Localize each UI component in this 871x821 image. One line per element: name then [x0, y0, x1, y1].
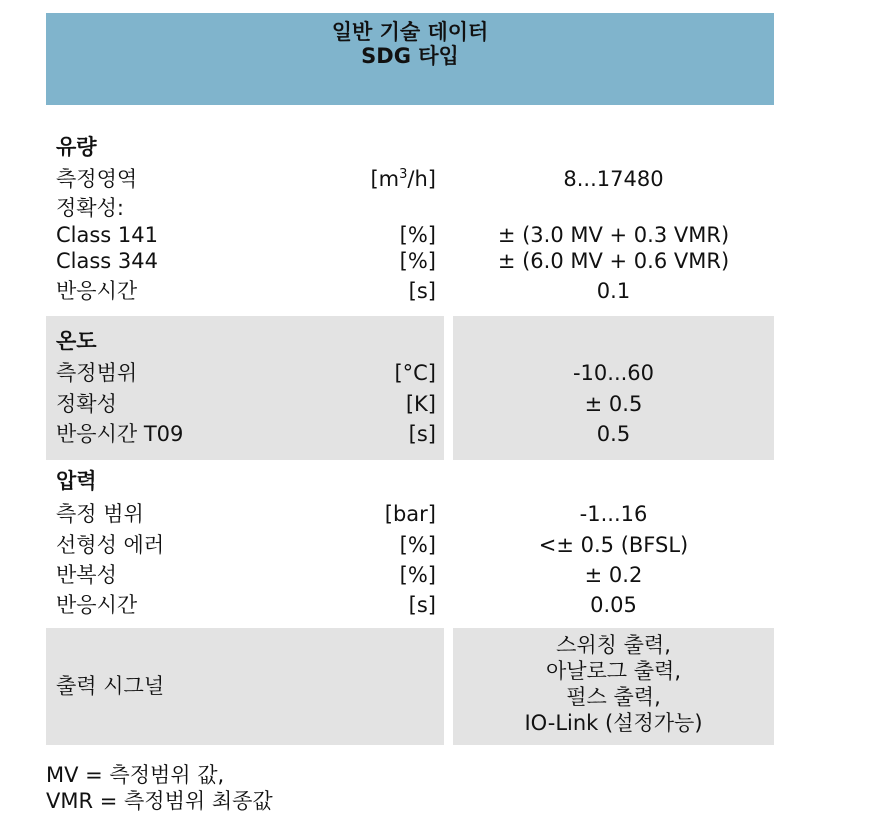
- pressure-repeatability-row: [0, 561, 871, 589]
- output-value-item: 펄스 출력,: [566, 685, 661, 709]
- row-value: 0.05: [590, 593, 637, 617]
- output-signal-values: [453, 632, 774, 736]
- output-signal-label: 출력 시그널: [56, 674, 165, 698]
- row-label: 반복성: [56, 563, 117, 587]
- footnote-vmr: VMR = 측정범위 최종값: [46, 789, 273, 813]
- row-value: -1...16: [579, 502, 648, 526]
- pressure-response-row: [0, 591, 871, 619]
- row-unit: [bar]: [384, 502, 436, 526]
- temperature-section-title: 온도: [56, 329, 97, 353]
- row-unit: [s]: [408, 422, 436, 446]
- row-unit: [%]: [399, 533, 436, 557]
- flow-accuracy-heading-row: [0, 194, 871, 222]
- row-value: 0.5: [596, 422, 631, 446]
- output-value-item: 스위칭 출력,: [556, 633, 671, 657]
- temperature-accuracy-row: [0, 390, 871, 418]
- row-label: Class 141: [56, 223, 159, 247]
- row-unit: [%]: [399, 563, 436, 587]
- temperature-range-row: [0, 359, 871, 387]
- row-label: Class 344: [56, 249, 159, 273]
- spec-title: 일반 기술 데이터: [331, 20, 489, 44]
- spec-subtitle: SDG 타입: [361, 44, 459, 68]
- flow-response-row: [0, 277, 871, 305]
- row-value: ± 0.2: [584, 563, 643, 587]
- flow-range-row: [0, 165, 871, 193]
- row-value: ± 0.5: [584, 392, 643, 416]
- pressure-linearity-row: [0, 531, 871, 559]
- row-label: 반응시간: [56, 279, 138, 303]
- row-label: 정확성:: [56, 196, 124, 220]
- row-unit: [s]: [408, 593, 436, 617]
- flow-class141-row: [0, 221, 871, 249]
- temperature-response-row: [0, 420, 871, 448]
- row-unit: [%]: [399, 223, 436, 247]
- row-unit: [s]: [408, 279, 436, 303]
- row-label: 반응시간 T09: [56, 422, 184, 446]
- row-label: 정확성: [56, 392, 117, 416]
- row-unit: [K]: [405, 392, 436, 416]
- output-value-item: 아날로그 출력,: [545, 659, 682, 683]
- row-unit: $[m^3/h]$: [370, 167, 436, 191]
- flow-section-title: 유량: [56, 135, 97, 159]
- row-value: ± (3.0 MV + 0.3 VMR): [497, 223, 730, 247]
- footnote-mv: MV = 측정범위 값,: [46, 763, 225, 787]
- row-value: <± 0.5 (BFSL): [538, 533, 689, 557]
- row-value: -10...60: [572, 361, 655, 385]
- row-unit: [%]: [399, 249, 436, 273]
- pressure-section-title: 압력: [56, 469, 97, 493]
- spec-header: [46, 13, 774, 105]
- row-label: 측정영역: [56, 167, 138, 191]
- row-value: 0.1: [596, 279, 631, 303]
- row-label: 반응시간: [56, 593, 138, 617]
- row-label: 측정 범위: [56, 502, 144, 526]
- flow-class344-row: [0, 247, 871, 275]
- row-unit: [°C]: [394, 361, 436, 385]
- row-value: ± (6.0 MV + 0.6 VMR): [497, 249, 730, 273]
- output-value-item: IO-Link (설정가능): [524, 711, 703, 735]
- row-label: 선형성 에러: [56, 533, 165, 557]
- pressure-range-row: [0, 500, 871, 528]
- row-label: 측정범위: [56, 361, 138, 385]
- row-value: 8...17480: [563, 167, 664, 191]
